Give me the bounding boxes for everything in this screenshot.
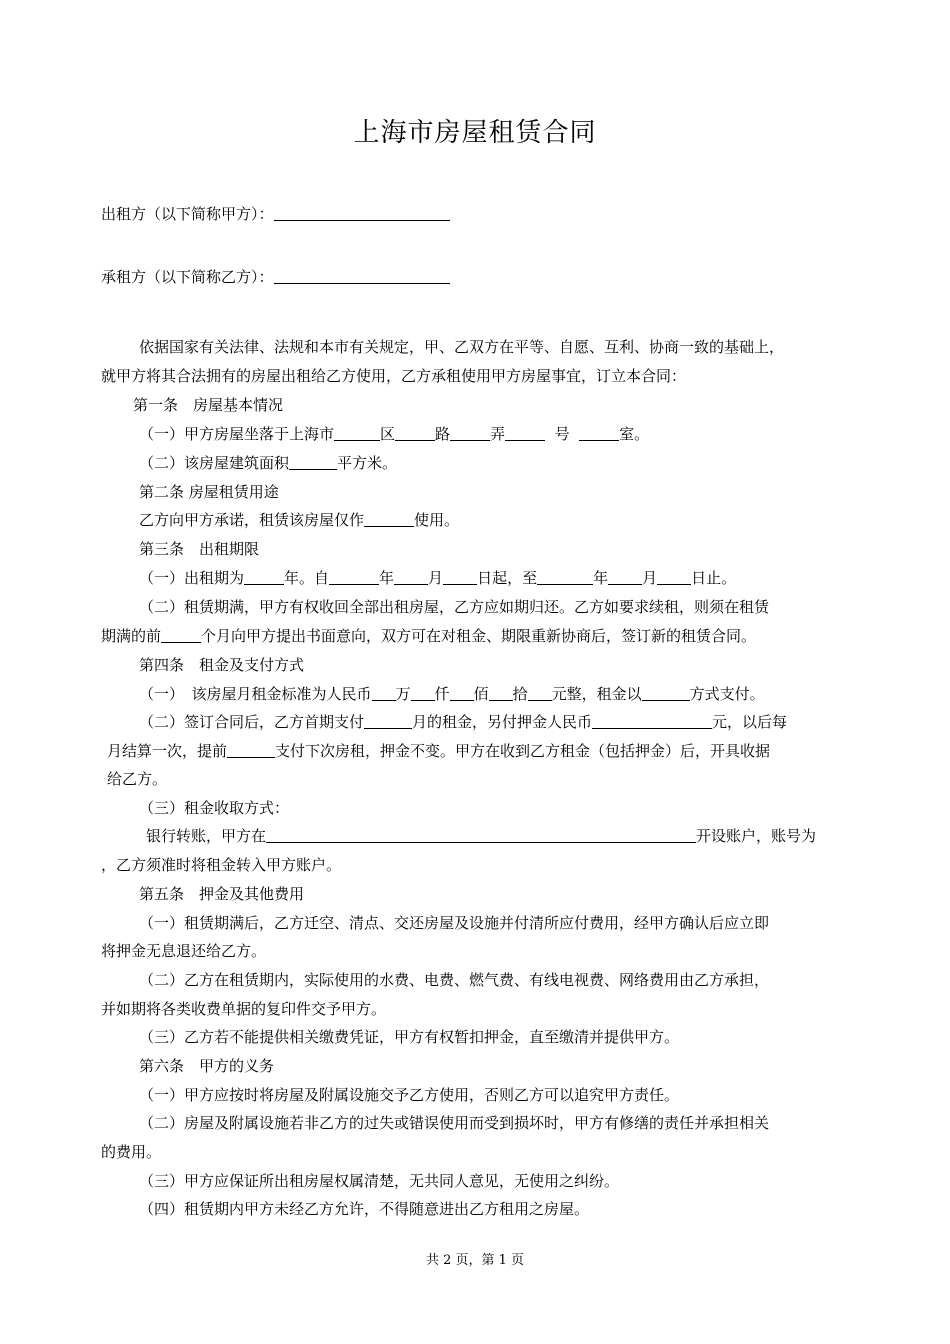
room-label: 室。 (619, 425, 650, 443)
rent-yuan-blank (528, 684, 552, 701)
term-years-blank (244, 568, 284, 585)
article-4-heading: 第四条 租金及支付方式 (139, 656, 305, 674)
end-month-blank (608, 568, 642, 585)
article-2-line (139, 510, 459, 530)
article-4-item-3-line-1 (146, 826, 816, 846)
end-year-label: 年 (593, 569, 609, 587)
rent-qian-blank (411, 684, 435, 701)
usage-blank (364, 510, 414, 527)
article-5-item-2-line-1: （二）乙方在租赁期内，实际使用的水费、电费、燃气费、有线电视费、网络费用由乙方承担， (139, 971, 770, 989)
room-blank (579, 424, 619, 441)
term-label: （一）出租期为 (139, 569, 245, 587)
document-title: 上海市房屋租赁合同 (353, 118, 597, 148)
lessor-blank (274, 204, 450, 221)
area-label: （二）该房屋建筑面积 (139, 454, 290, 472)
lessee-blank (274, 267, 450, 284)
road-label: 路 (435, 425, 451, 443)
start-year-label: 年 (379, 569, 395, 587)
article-5-item-1-line-2: 将押金无息退还给乙方。 (101, 942, 267, 960)
number-blank (505, 424, 545, 441)
bank-label: 银行转账，甲方在 (146, 827, 267, 845)
preamble-line-2: 就甲方将其合法拥有的房屋出租给乙方使用，乙方承租使用甲方房屋事宜，订立本合同： (101, 367, 687, 385)
end-day-blank (657, 568, 691, 585)
account-label: 开设账户，账号为 (696, 827, 817, 845)
deposit-blank (592, 712, 712, 729)
advance-blank (227, 741, 275, 758)
article-4-item-2-line-2 (107, 741, 770, 761)
article-4-item-2-line-3: 给乙方。 (107, 770, 168, 788)
article-6-heading: 第六条 甲方的义务 (139, 1057, 275, 1075)
rent-qian-label: 仟 (434, 685, 450, 703)
start-year-blank (329, 568, 379, 585)
article-1-heading: 第一条 房屋基本情况 (133, 396, 284, 414)
advance-label: 月结算一次，提前 (107, 742, 228, 760)
end-day-label: 日止。 (691, 569, 737, 587)
start-month-blank (394, 568, 428, 585)
lane-label: 弄 (490, 425, 506, 443)
article-6-item-4: （四）租赁期内甲方未经乙方允许，不得随意进出乙方租用之房屋。 (139, 1200, 590, 1218)
article-6-item-1: （一）甲方应按时将房屋及附属设施交予乙方使用，否则乙方可以追究甲方责任。 (139, 1086, 680, 1104)
article-1-item-1 (139, 424, 649, 444)
address-label: （一）甲方房屋坐落于上海市 (139, 425, 335, 443)
renewal-months-blank (161, 626, 201, 643)
article-5-item-1-line-1: （一）租赁期满后，乙方迁空、清点、交还房屋及设施并付清所应付费用，经甲方确认后应立即 (139, 914, 770, 932)
article-6-item-3: （三）甲方应保证所出租房屋权属清楚，无共同人意见，无使用之纠纷。 (139, 1172, 620, 1190)
road-blank (395, 424, 435, 441)
article-5-heading: 第五条 押金及其他费用 (139, 885, 305, 903)
bank-blank (266, 826, 696, 843)
advance-text: 支付下次房租，押金不变。甲方在收到乙方租金（包括押金）后，开具收据 (275, 742, 771, 760)
article-3-heading: 第三条 出租期限 (139, 540, 260, 558)
article-6-item-2-line-2: 的费用。 (101, 1143, 162, 1161)
article-6-item-2-line-1: （二）房屋及附属设施若非乙方的过失或错误使用而受到损坏时，甲方有修缮的责任并承担相关 (139, 1114, 770, 1132)
deposit-suffix: 元，以后每 (712, 713, 788, 731)
number-label: 号 (554, 425, 570, 443)
preamble-line-1: 依据国家有关法律、法规和本市有关规定，甲、乙双方在平等、自愿、互利、协商一致的基础上， (139, 338, 785, 356)
rent-bai-label: 佰 (473, 685, 489, 703)
renewal-text: 个月向甲方提出书面意向，双方可在对租金、期限重新协商后，签订新的租赁合同。 (201, 627, 757, 645)
start-day-label: 日起，至 (477, 569, 538, 587)
deposit-label: 月的租金，另付押金人民币 (412, 713, 593, 731)
end-month-label: 月 (642, 569, 658, 587)
end-year-blank (537, 568, 593, 585)
lane-blank (450, 424, 490, 441)
lessee-line (101, 267, 450, 287)
article-2-heading: 第二条 房屋租赁用途 (139, 483, 279, 501)
usage-label: 乙方向甲方承诺，租赁该房屋仅作 (139, 511, 365, 529)
article-1-item-2 (139, 453, 397, 473)
start-day-blank (443, 568, 477, 585)
article-3-item-2-line-2 (101, 626, 756, 646)
page-footer: 共 2 页，第 1 页 (425, 1253, 525, 1268)
rent-wan-label: 万 (395, 685, 411, 703)
article-4-item-1 (139, 684, 765, 704)
start-month-label: 月 (428, 569, 444, 587)
rent-shi-blank (489, 684, 513, 701)
lessor-label: 出租方（以下简称甲方）： (101, 205, 274, 223)
article-4-item-3-heading: （三）租金收取方式： (139, 799, 290, 817)
district-label: 区 (380, 425, 396, 443)
term-from-label: 年。自 (284, 569, 330, 587)
rent-bai-blank (450, 684, 474, 701)
article-5-item-2-line-2: 并如期将各类收费单据的复印件交予甲方。 (101, 1000, 387, 1018)
rent-yuan-label: 元整，租金以 (551, 685, 642, 703)
area-unit: 平方米。 (337, 454, 398, 472)
district-blank (334, 424, 380, 441)
article-4-item-2-line-1 (139, 712, 787, 732)
rent-label: （一） 该房屋月租金标准为人民币 (139, 685, 372, 703)
article-3-item-2-line-1: （二）租赁期满，甲方有权收回全部出租房屋，乙方应如期归还。乙方如要求续租，则须在租赁 (139, 598, 770, 616)
lessor-line (101, 204, 450, 224)
usage-suffix: 使用。 (414, 511, 460, 529)
renewal-label: 期满的前 (101, 627, 162, 645)
payment-method-suffix: 方式支付。 (689, 685, 765, 703)
first-payment-blank (364, 712, 412, 729)
payment-method-blank (642, 684, 690, 701)
first-payment-label: （二）签订合同后，乙方首期支付 (139, 713, 365, 731)
article-3-item-1 (139, 568, 736, 588)
article-5-item-3: （三）乙方若不能提供相关缴费凭证，甲方有权暂扣押金，直至缴清并提供甲方。 (139, 1028, 680, 1046)
article-4-item-3-line-2: ，乙方须准时将租金转入甲方账户。 (101, 856, 342, 874)
rent-wan-blank (372, 684, 396, 701)
lessee-label: 承租方（以下简称乙方）： (101, 268, 274, 286)
rent-shi-label: 拾 (512, 685, 528, 703)
area-blank (289, 453, 337, 470)
